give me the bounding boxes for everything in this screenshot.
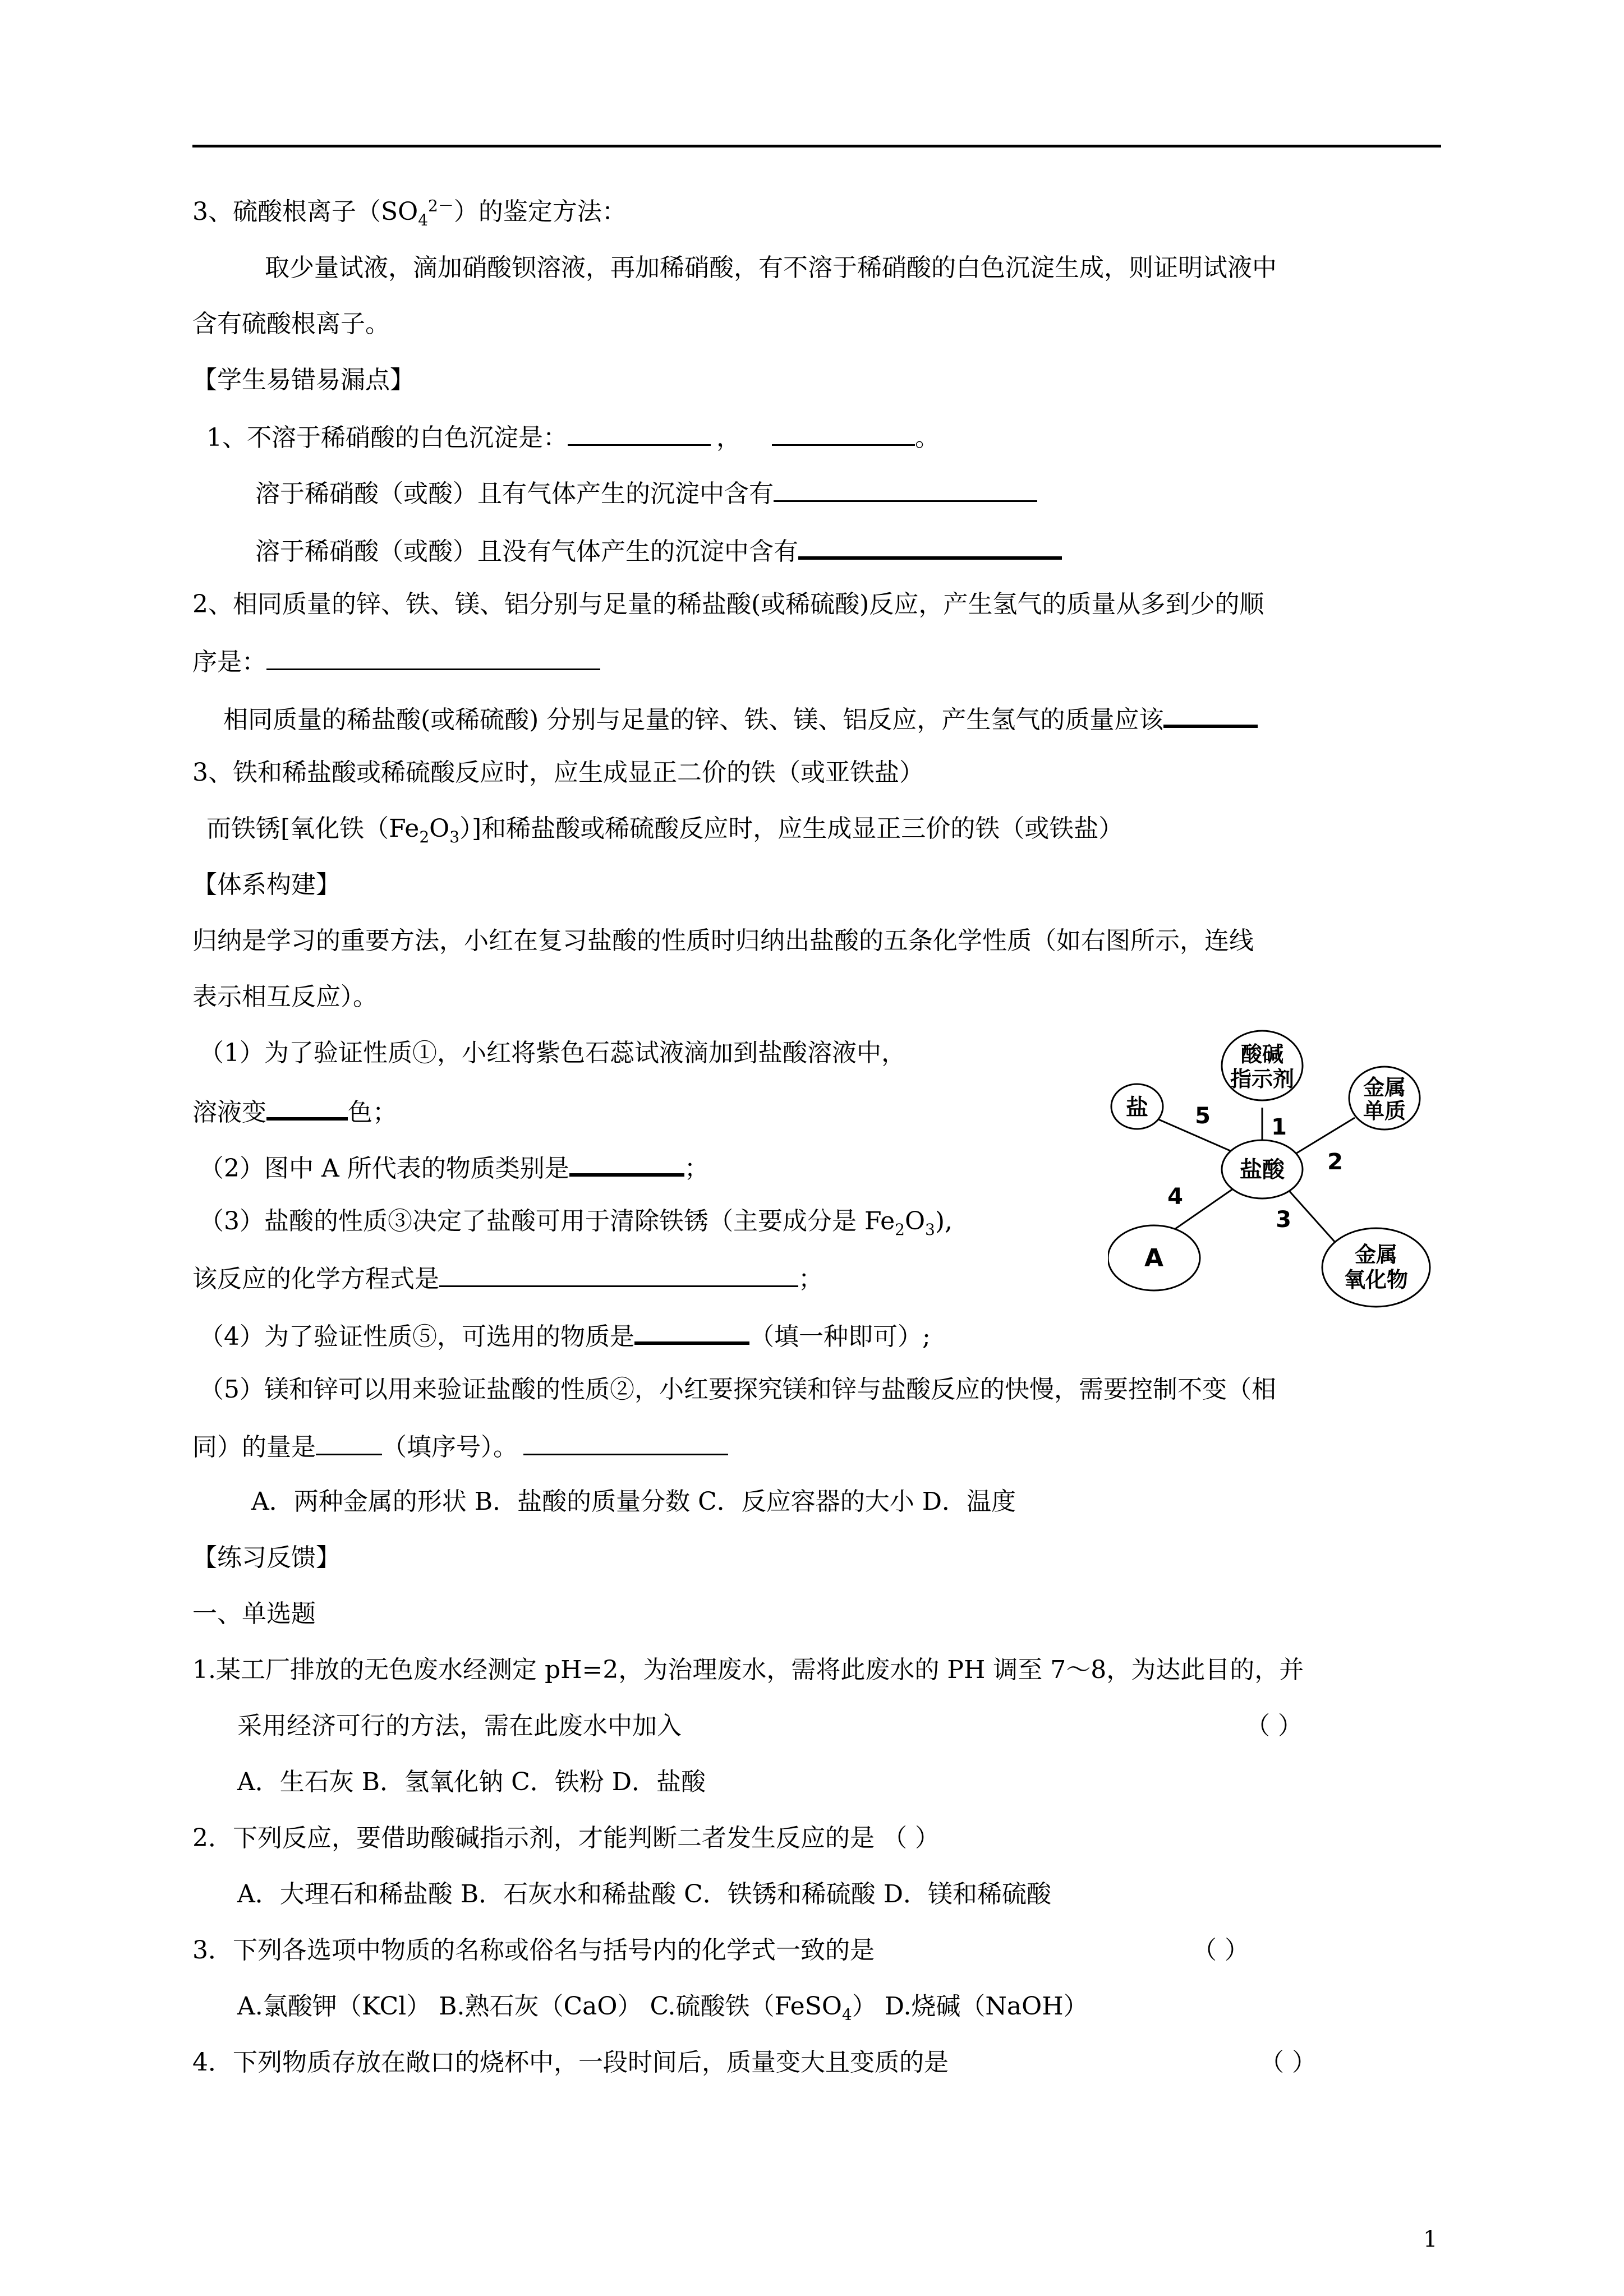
sub-question-3: （3）盐酸的性质③决定了盐酸可用于清除铁锈（主要成分是 $Fe_2O_3$), (199, 1207, 953, 1239)
answer-bracket[interactable]: （ ） (1259, 2048, 1317, 2077)
mc-question-2: 2．下列反应，要借助酸碱指示剂，才能判断二者发生反应的是 （ ） (192, 1824, 940, 1852)
sub-question-1: （1）为了验证性质①，小红将紫色石蕊试液滴加到盐酸溶液中， (199, 1039, 906, 1067)
mc-question-1: 1.某工厂排放的无色废水经测定 pH=2，为治理废水，需将此废水的 PH 调至 7～8，为达此目的，并 (192, 1656, 1304, 1684)
edge-label-5: 5 (1195, 1103, 1211, 1129)
answer-bracket[interactable]: （ ） (1245, 1712, 1303, 1740)
connector-line (1293, 1118, 1355, 1155)
iron-note: 3、铁和稀盐酸或稀硫酸反应时，应生成显正二价的铁（或亚铁盐） (192, 758, 924, 787)
answer-blank[interactable] (568, 419, 711, 446)
node-indicator-text: 指示剂 (1230, 1067, 1295, 1091)
node-salt-text: 盐 (1126, 1095, 1148, 1121)
answer-blank[interactable] (634, 1317, 749, 1345)
sub-question-1-cont: 溶液变 色； (192, 1092, 397, 1129)
edge-label-2: 2 (1327, 1149, 1343, 1175)
question-2: 2、相同质量的锌、铁、镁、铝分别与足量的稀盐酸(或稀硫酸)反应，产生氢气的质量从多到少的顺 (192, 590, 1264, 619)
section-heading-system: 【体系构建】 (192, 870, 341, 899)
answer-blank[interactable] (523, 1429, 728, 1455)
node-metal-text: 单质 (1363, 1099, 1406, 1123)
sub-question-5-options: A．两种金属的形状 B．盐酸的质量分数 C．反应容器的大小 D．温度 (251, 1487, 1016, 1516)
question-1: 1、不溶于稀硝酸的白色沉淀是： ， 。 (206, 419, 940, 455)
system-intro-cont: 表示相互反应）。 (192, 983, 378, 1011)
answer-blank[interactable] (569, 1149, 684, 1177)
answer-blank[interactable] (266, 644, 600, 670)
answer-blank[interactable] (1163, 700, 1258, 728)
answer-blank[interactable] (266, 1092, 348, 1121)
answer-blank[interactable] (798, 532, 1062, 560)
single-choice-heading: 一、单选题 (192, 1599, 316, 1628)
question-2-cont: 序是： (192, 644, 600, 679)
mc-question-2-options: A．大理石和稀盐酸 B．石灰水和稀盐酸 C．铁锈和稀硫酸 D．镁和稀硫酸 (237, 1880, 1052, 1908)
header-rule (192, 145, 1441, 147)
answer-bracket[interactable]: （ ） (1192, 1936, 1249, 1965)
section-heading-errors: 【学生易错易漏点】 (192, 366, 415, 394)
sub-question-3-cont: 该反应的化学方程式是 ； (192, 1261, 823, 1296)
mc-question-3-options: A.氯酸钾（KCl） B.熟石灰（CaO） C.硫酸铁（FeSO$_4$） D.烧碱（NaOH） (237, 1992, 1088, 2024)
sulfate-method: 取少量试液，滴加硝酸钡溶液，再加稀硝酸，有不溶于稀硝酸的白色沉淀生成，则证明试液中 (265, 253, 1277, 282)
mc-question-4: 4．下列物质存放在敞口的烧杯中，一段时间后，质量变大且变质的是 (192, 2048, 949, 2077)
node-a-text: A (1144, 1244, 1164, 1273)
node-indicator-text: 酸碱 (1240, 1042, 1284, 1067)
sulfate-method-cont: 含有硫酸根离子。 (192, 310, 390, 338)
sub-question-4: （4）为了验证性质⑤，可选用的物质是 （填一种即可）; (199, 1317, 931, 1354)
question-2-b: 相同质量的稀盐酸(或稀硫酸) 分别与足量的锌、铁、镁、铝反应，产生氢气的质量应该 (223, 700, 1258, 737)
connector-line (1287, 1189, 1335, 1242)
edge-label-4: 4 (1167, 1184, 1183, 1210)
system-intro: 归纳是学习的重要方法，小红在复习盐酸的性质时归纳出盐酸的五条化学性质（如右图所示，连线 (192, 926, 1254, 955)
page-number: 1 (1423, 2226, 1438, 2252)
edge-label-3: 3 (1276, 1207, 1291, 1233)
answer-blank[interactable] (772, 419, 915, 446)
node-metal-oxide-text: 金属 (1354, 1242, 1398, 1267)
question-1-nogas: 溶于稀硝酸（或酸）且没有气体产生的沉淀中含有 (255, 532, 1062, 569)
answer-blank[interactable] (774, 476, 1037, 502)
hydrochloric-acid-diagram (1108, 1007, 1456, 1310)
node-center-text: 盐酸 (1240, 1157, 1285, 1183)
mc-question-1-options: A．生石灰 B．氢氧化钠 C．铁粉 D．盐酸 (237, 1768, 706, 1796)
answer-blank[interactable] (316, 1429, 382, 1455)
answer-blank[interactable] (439, 1261, 798, 1287)
sub-question-5-cont: 同）的量是 （填序号）。 (192, 1429, 728, 1464)
sub-question-5: （5）镁和锌可以用来验证盐酸的性质②，小红要探究镁和锌与盐酸反应的快慢，需要控制不变（相 (199, 1375, 1276, 1404)
node-metal-oxide-text: 氧化物 (1344, 1267, 1409, 1292)
section-heading-practice: 【练习反馈】 (192, 1543, 341, 1572)
iron-rust-note: 而铁锈[氧化铁$(Fe_2O_3)$]和稀盐酸或稀硫酸反应时，应生成显正三价的铁（或铁盐） (206, 814, 1124, 846)
mc-question-1-cont: 采用经济可行的方法，需在此废水中加入 (237, 1712, 682, 1740)
edge-label-1: 1 (1271, 1114, 1287, 1140)
node-metal-text: 金属 (1363, 1075, 1406, 1100)
mc-question-3: 3．下列各选项中物质的名称或俗名与括号内的化学式一致的是 (192, 1936, 875, 1965)
sub-question-2: （2）图中 A 所代表的物质类别是 ； (199, 1149, 709, 1186)
question-1-gas: 溶于稀硝酸（或酸）且有气体产生的沉淀中含有 (255, 476, 1037, 511)
sulfate-heading: 3、硫酸根离子$(SO_4^{2-})$的鉴定方法： (192, 196, 627, 229)
